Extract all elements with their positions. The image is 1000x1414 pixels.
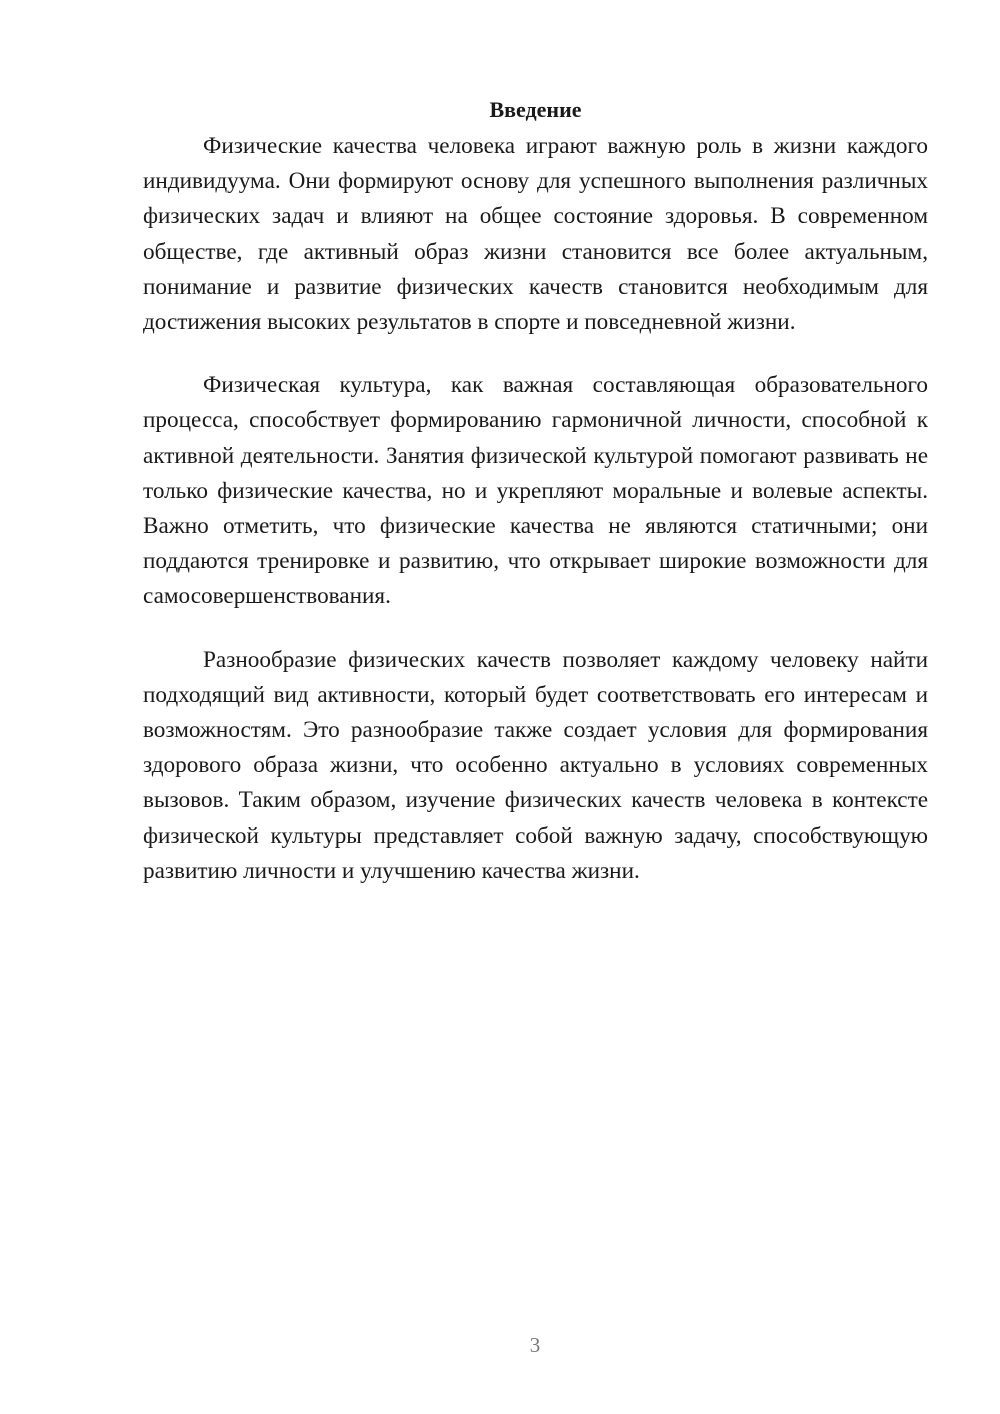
page-content [143,92,928,917]
page-number: 3 [529,1333,541,1357]
paragraph-3: Разнообразие физических качеств позволяет каждому человеку найти подходящий вид активности, который будет соответствовать его интересам и возможностям. Это разнообразие также создает условия для формирования здорового образа жизни, что особенно актуально в условиях современных вызовов. Таким образом, изучение физических качеств человека в контексте физической культуры представляет собой важную задачу, способствующую развитию личности и улучшению качества жизни. [143,646,928,884]
section-title: Введение [489,97,582,122]
paragraph-1: Физические качества человека играют важную роль в жизни каждого индивидуума. Они формируют основу для успешного выполнения различных физических задач и влияют на общее состояние здоровья. В современном обществе, где активный образ жизни становится все более актуальным, понимание и развитие физических качеств становится необходимым для достижения высоких результатов в спорте и повседневной жизни. [143,133,928,336]
paragraph-2: Физическая культура, как важная составляющая образовательного процесса, способствует формированию гармоничной личности, способной к активной деятельности. Занятия физической культурой помогают развивать не только физические качества, но и укрепляют моральные и волевые аспекты. Важно отметить, что физические качества не являются статичными; они поддаются тренировке и развитию, что открывает широкие возможности для самосовершенствования. [143,372,928,610]
